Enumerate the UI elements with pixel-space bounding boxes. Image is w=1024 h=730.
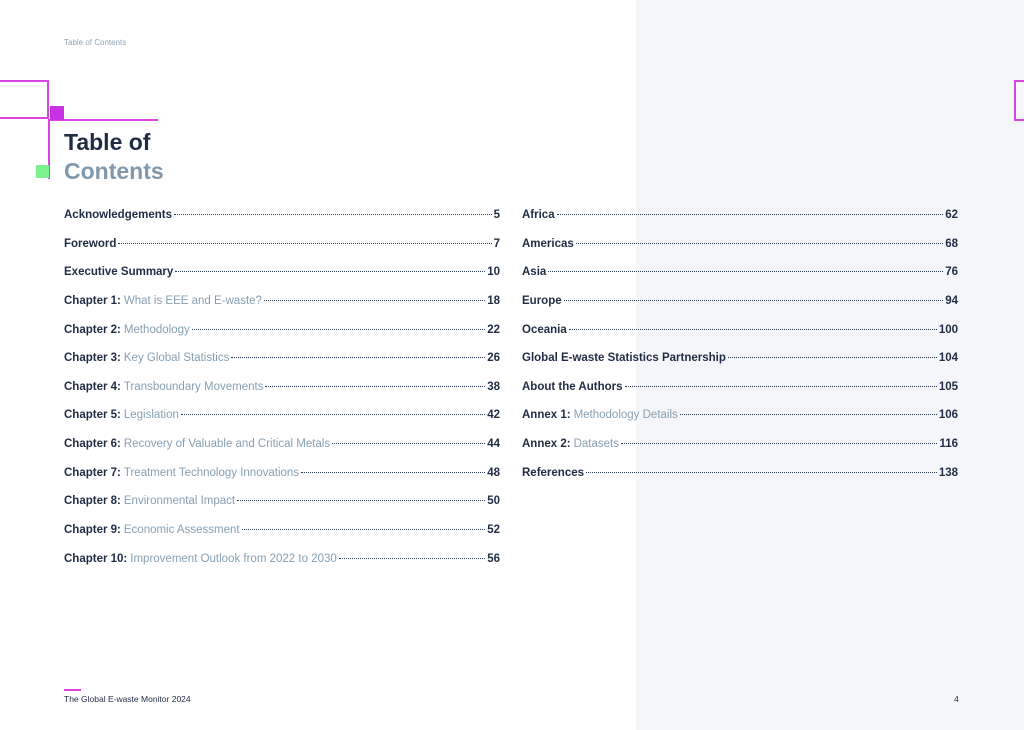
toc-entry-label: Africa (522, 209, 555, 221)
toc-dot-leader (301, 472, 485, 473)
toc-entry[interactable] (64, 467, 500, 496)
toc-entry-label: Europe (522, 294, 562, 307)
toc-entry-label: Chapter 9: (64, 524, 121, 537)
toc-entry-page: 68 (945, 237, 958, 250)
footer-accent-line (64, 689, 81, 691)
toc-entry-page: 104 (938, 352, 958, 365)
toc-entry-page: 26 (487, 352, 500, 365)
toc-dot-leader (242, 529, 486, 530)
toc-entry[interactable] (64, 238, 500, 267)
toc-dot-leader (192, 329, 485, 330)
toc-entry-page: 22 (487, 323, 500, 336)
toc-entry[interactable] (522, 438, 958, 467)
page-title-line2: Contents (64, 158, 164, 184)
toc-entry-page: 56 (487, 552, 500, 565)
toc-entry[interactable] (522, 238, 958, 267)
toc-entry-page: 138 (938, 466, 958, 479)
toc-entry-subtitle: Treatment Technology Innovations (123, 466, 300, 479)
page-title (64, 128, 164, 186)
toc-dot-leader (586, 472, 937, 473)
decorative-line (1014, 80, 1016, 121)
decorative-line (1014, 119, 1024, 121)
toc-entry-label: Chapter 6: (64, 438, 121, 451)
toc-entry-page: 76 (945, 266, 958, 279)
toc-entry-page: 62 (945, 209, 958, 221)
toc-entry[interactable] (522, 352, 958, 381)
toc-entry-label: References (522, 466, 585, 479)
toc-entry[interactable] (522, 381, 958, 410)
toc-entry-label: Foreword (64, 237, 117, 250)
toc-dot-leader (332, 443, 485, 444)
toc-dot-leader (576, 243, 943, 244)
toc-entry-label: Acknowledgements (64, 209, 172, 221)
toc-entry-label: Asia (522, 266, 547, 279)
toc-entry[interactable] (64, 409, 500, 438)
decorative-square-green (36, 165, 49, 178)
toc-dot-leader (621, 443, 937, 444)
toc-entry-label: Chapter 7: (64, 466, 121, 479)
toc-entry-subtitle: Environmental Impact (123, 495, 236, 508)
toc-entry[interactable] (64, 524, 500, 553)
toc-dot-leader (557, 214, 944, 215)
toc-entry-label: Chapter 1: (64, 294, 121, 307)
toc-entry[interactable] (522, 409, 958, 438)
running-head: Table of Contents (64, 38, 127, 47)
toc-entry-subtitle: Transboundary Movements (123, 380, 264, 393)
toc-dot-leader (175, 271, 485, 272)
footer-publication-title: The Global E-waste Monitor 2024 (64, 694, 191, 704)
toc-entry[interactable] (64, 495, 500, 524)
toc-entry-subtitle: Legislation (123, 409, 179, 422)
toc-entry-subtitle: Methodology (123, 323, 190, 336)
toc-entry[interactable] (522, 209, 958, 238)
toc-entry-page: 50 (487, 495, 500, 508)
toc-entry-page: 116 (939, 438, 958, 451)
toc-entry-page: 7 (493, 237, 500, 250)
decorative-frame (0, 80, 49, 119)
toc-entry[interactable] (522, 467, 958, 496)
toc-entry-page: 18 (487, 294, 500, 307)
toc-entry-label: Chapter 3: (64, 352, 121, 365)
toc-entry-label: Annex 2: (522, 438, 571, 451)
toc-entry-label: Chapter 4: (64, 380, 121, 393)
toc-dot-leader (680, 414, 937, 415)
toc-dot-leader (625, 386, 937, 387)
toc-dot-leader (728, 357, 937, 358)
page-title-line1: Table of (64, 129, 151, 155)
toc-entry-subtitle: Improvement Outlook from 2022 to 2030 (130, 552, 337, 565)
toc-entry-page: 48 (487, 466, 500, 479)
toc-entry-subtitle: Datasets (573, 438, 619, 451)
toc-dot-leader (237, 500, 485, 501)
toc-dot-leader (118, 243, 491, 244)
toc-entry-subtitle: Methodology Details (573, 409, 678, 422)
toc-entry-page: 38 (487, 380, 500, 393)
toc-entry-label: Chapter 5: (64, 409, 121, 422)
toc-dot-leader (265, 386, 485, 387)
decorative-line (48, 119, 158, 121)
toc-entry-page: 105 (938, 380, 958, 393)
toc-entry-label: Global E-waste Statistics Partnership (522, 352, 726, 365)
toc-entry[interactable] (64, 324, 500, 353)
toc-left-column (64, 209, 500, 581)
toc-dot-leader (174, 214, 492, 215)
toc-dot-leader (548, 271, 943, 272)
toc-right-column (522, 209, 958, 495)
toc-entry-subtitle: What is EEE and E-waste? (123, 294, 262, 307)
toc-entry-page: 44 (487, 438, 500, 451)
toc-entry-label: Chapter 2: (64, 323, 121, 336)
toc-entry[interactable] (522, 295, 958, 324)
toc-entry-label: Americas (522, 237, 574, 250)
toc-entry[interactable] (64, 266, 500, 295)
toc-entry[interactable] (522, 266, 958, 295)
page-number: 4 (954, 694, 959, 704)
toc-dot-leader (564, 300, 944, 301)
toc-entry-page: 94 (945, 294, 958, 307)
toc-entry-page: 42 (487, 409, 500, 422)
toc-entry-label: Annex 1: (522, 409, 571, 422)
toc-entry-page: 5 (493, 209, 500, 221)
toc-entry-subtitle: Key Global Statistics (123, 352, 230, 365)
toc-entry-subtitle: Recovery of Valuable and Critical Metals (123, 438, 331, 451)
toc-entry[interactable] (522, 324, 958, 353)
toc-entry[interactable] (64, 553, 500, 582)
toc-entry[interactable] (64, 209, 500, 238)
toc-dot-leader (231, 357, 485, 358)
toc-entry-label: About the Authors (522, 380, 623, 393)
toc-entry[interactable] (64, 381, 500, 410)
toc-entry-page: 52 (487, 524, 500, 537)
toc-entry[interactable] (64, 438, 500, 467)
toc-dot-leader (181, 414, 485, 415)
toc-entry-page: 106 (938, 409, 958, 422)
toc-entry[interactable] (64, 295, 500, 324)
toc-entry-label: Chapter 8: (64, 495, 121, 508)
toc-entry-label: Chapter 10: (64, 552, 128, 565)
toc-dot-leader (339, 558, 485, 559)
toc-entry-page: 10 (487, 266, 500, 279)
toc-entry-label: Executive Summary (64, 266, 174, 279)
toc-entry-label: Oceania (522, 323, 567, 336)
toc-entry-page: 100 (938, 323, 958, 336)
decorative-square-magenta (50, 106, 64, 120)
toc-entry[interactable] (64, 352, 500, 381)
toc-entry-subtitle: Economic Assessment (123, 524, 240, 537)
toc-dot-leader (569, 329, 937, 330)
toc-dot-leader (264, 300, 485, 301)
